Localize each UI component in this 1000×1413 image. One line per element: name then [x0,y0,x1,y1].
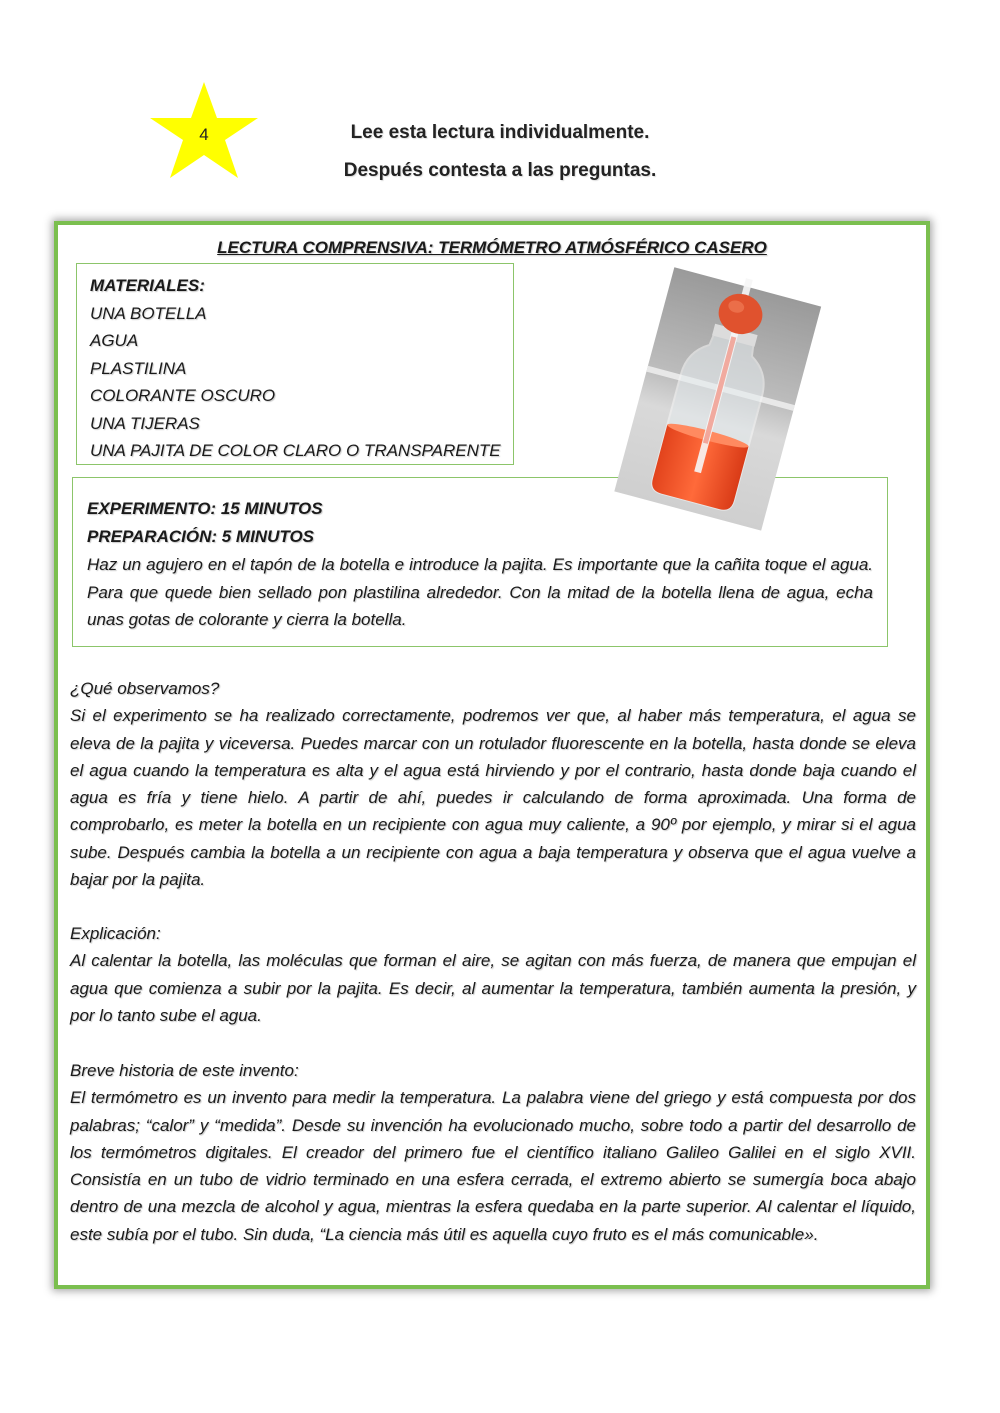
bottle-thermometer-photo [610,265,826,531]
reading-frame [54,221,930,1289]
materials-heading: MATERIALES: [90,276,205,295]
explanation-section [70,920,916,1029]
observation-heading: ¿Qué observamos? [70,679,220,698]
reading-title: LECTURA COMPRENSIVA: TERMÓMETRO ATMÓSFÉRICO CASERO [217,238,767,257]
materials-item: COLORANTE OSCURO [90,386,276,405]
materials-item: PLASTILINA [90,358,187,378]
instruction-line-1: Lee esta lectura individualmente. [350,122,650,143]
materials-item: UNA TIJERAS [90,413,200,433]
preparation-duration: PREPARACIÓN: 5 MINUTOS [87,527,315,546]
materials-box [76,263,514,465]
materials-item: UNA BOTELLA [90,303,207,323]
activity-number: 4 [199,125,209,144]
explanation-text: Al calentar la botella, las moléculas que forman el aire, se agitan con más fuerza, de manera que empujan el agua que comienza a subir por la pajita. Es decir, al aumentar la temperatura, también aumenta la presión, y por lo tanto sube el agua. [70,951,916,1025]
materials-item: UNA PAJITA DE COLOR CLARO O TRANSPARENTE [90,441,501,460]
explanation-heading: Explicación: [70,924,161,943]
history-section [70,1057,916,1248]
instruction-line-2: Después contesta a las preguntas. [343,160,657,181]
materials-item: AGUA [90,331,139,350]
observation-text: Si el experimento se ha realizado correctamente, podremos ver que, al haber más temperatura, el agua se eleva de la pajita y viceversa. Puedes marcar con un rotulador fluorescente en la botella, hasta donde se eleva el agua cuando la temperatura es alta y el agua está hirviendo y por el contrario, hasta donde baja cuando el agua es fría y tiene hielo. A partir de ahí, puedes ir calculando de forma aproximada. Una forma de comprobarlo, es meter la botella en un recipiente con agua muy caliente, a 90º por ejemplo, y mirar si el agua sube. Después cambia la botella a un recipiente con agua a baja temperatura y observa que el agua vuelve a bajar por la pajita. [70,706,916,890]
observation-section [70,675,916,893]
history-text: El termómetro es un invento para medir la temperatura. La palabra viene del griego y está compuesta por dos palabras; “calor” y “medida”. Desde su invención ha evolucionado mucho, sobre todo a partir del desarrollo de los termómetros digitales. El creador del primero fue el científico italiano Galileo Galilei en el siglo XVII. Consistía en un tubo de vidrio terminado en una esfera cerrada, el extremo abierto se sumergía boca abajo dentro de una mezcla de alcohol y agua, mientras la esfera quedaba en la parte superior. Al calentar el líquido, este subía por el tubo. Sin duda, “La ciencia más útil es aquella cuyo fruto es el más comunicable». [70,1088,916,1244]
experiment-duration: EXPERIMENTO: 15 MINUTOS [87,499,323,518]
history-heading: Breve historia de este invento: [70,1061,299,1080]
experiment-text: Haz un agujero en el tapón de la botella e introduce la pajita. Es importante que la cañita toque el agua. Para que quede bien sellado pon plastilina alrededor. Con la mitad de la botella llena de agua, echa unas gotas de colorante y cierra la botella. [87,555,873,629]
